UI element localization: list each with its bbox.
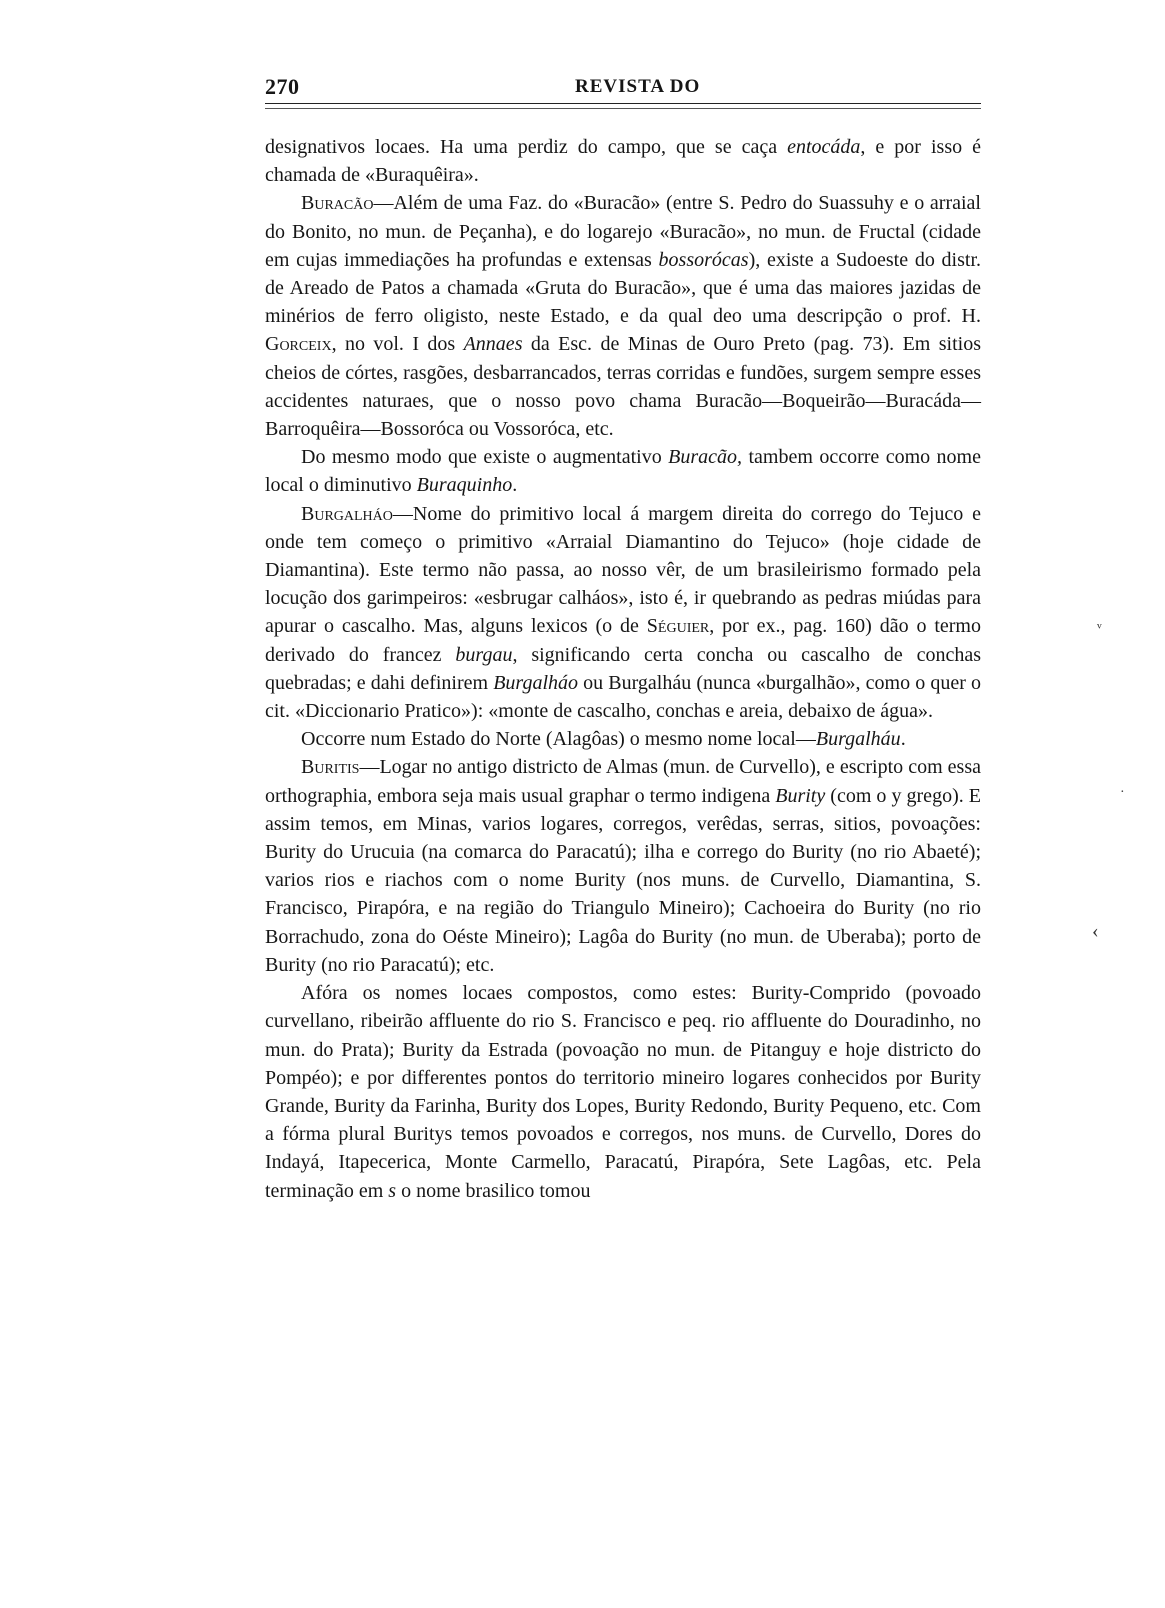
italic-term: burgau: [455, 643, 513, 666]
margin-speck: ᵛ: [1097, 620, 1102, 637]
text-run: —Logar no antigo districto de Almas (mun. de Curvello), e escripto com essa orthographia, embora seja mais usual graphar o termo indigena: [265, 756, 981, 807]
italic-term: Annaes: [463, 333, 523, 356]
italic-term: Buraquinho: [416, 474, 513, 497]
text-run: ou Burgalháu (nunca «burgalhão», como o quer o cit. «Diccionario Pratico»): «monte de cascalho, conchas e areia, debaixo de água».: [265, 671, 981, 723]
page-header: [265, 74, 979, 102]
italic-term: Burgalháu: [815, 728, 901, 751]
paragraph: [265, 725, 981, 753]
text-run: , por ex., pag. 160) dão o termo derivado do francez: [265, 615, 981, 666]
text-run: —Além de uma Faz. do «Buracão» (entre S. Pedro do Suassuhy e o arraial do Bonito, no mun. de Peçanha), e do logarejo «Buracão», no mun. de Fructal (cidade em cujas immediações ha profundas e extensas: [265, 192, 981, 271]
text-run: da Esc. de Minas de Ouro Preto (pag. 73). Em sitios cheios de córtes, rasgões, desbarrancados, terras corridas e fundões, surgem sempre esses accidentes naturaes, que o nosso povo chama Buracão—Boqueirão—Buracáda—Barroquêira—Bossoróca ou Vossoróca, etc.: [265, 333, 981, 441]
small-caps-term: Buritis: [301, 756, 360, 779]
paragraph: [265, 979, 981, 1205]
paragraph-burgalhao: [265, 500, 981, 726]
text-run: , no vol. I dos: [331, 333, 464, 356]
small-caps-term: Burgalháo: [301, 502, 393, 525]
italic-term: Burity: [775, 784, 826, 807]
small-caps-term: Buracão: [301, 192, 374, 215]
text-run: Occorre num Estado do Norte (Alagôas) o mesmo nome local—: [301, 728, 816, 751]
paragraph: [265, 443, 981, 499]
text-run: , significando certa concha ou cascalho de conchas quebradas; e dahi definirem: [265, 643, 981, 694]
small-caps-term: Séguier: [646, 615, 710, 638]
text-run: ), existe a Sudoeste do distr. de Areado de Patos a chamada «Gruta do Buracão», que é uma das maiores jazidas de minérios de ferro oligisto, neste Estado, e da qual deo uma descripção o prof. H.: [265, 248, 981, 328]
page-number: 270: [265, 74, 300, 99]
italic-term: bossorócas: [658, 248, 749, 271]
text-run: designativos locaes. Ha uma perdiz do campo, que se caça: [265, 136, 788, 158]
small-caps-term: Gorceix: [265, 333, 332, 356]
text-run: —Nome do primitivo local á margem direita do corrego do Tejuco e onde tem começo o primitivo «Arraial Diamantino do Tejuco» (hoje cidade de Diamantina). Este termo não passa, ao nosso vêr, de um brasileirismo formado pela locução dos garimpeiros: «esbrugar calháos», isto é, ir quebrando as pedras miúdas para apurar o cascalho. Mas, alguns lexicos (o de: [265, 502, 981, 638]
italic-term: entocáda: [787, 136, 861, 158]
header-rule: [265, 103, 981, 109]
text-run: , e por isso é chamada de «Buraquêira».: [265, 136, 981, 187]
running-title: REVISTA DO: [575, 76, 701, 97]
paragraph-buritis: [265, 753, 981, 979]
paragraph-buracao: [265, 189, 981, 443]
paragraph: [265, 133, 981, 189]
text-run: Afóra os nomes locaes compostos, como estes: Burity-Comprido (povoado curvellano, ribeirão affluente do rio S. Francisco e peq. rio affluente do Douradinho, no mun. do Prata); Burity da Estrada (povoação no mun. de Pitanguy e hoje districto do Pompéo); e por differentes pontos do territorio mineiro logares conhecidos por Burity Grande, Burity da Farinha, Burity dos Lopes, Burity Redondo, Burity Pequeno, etc. Com a fórma plural Buritys temos povoados e corregos, nos muns. de Curvello, Dores do Indayá, Itapecerica, Monte Carmello, Paracatú, Pirapóra, Sete Lagôas, etc. Pela terminação em: [265, 982, 981, 1202]
text-run: (com o y grego). E assim temos, em Minas, varios logares, corregos, verêdas, serras, sitios, povoações: Burity do Urucuia (na comarca do Paracatú); ilha e corrego do Burity (no rio Abaeté); varios rios e riachos com o nome Burity (nos muns. de Curvello, Diamantina, S. Francisco, Pirapóra, e na região do Triangulo Mineiro); Cachoeira do Burity (no rio Borrachudo, zona do Oéste Mineiro); Lagôa do Burity (no mun. de Uberaba); porto de Burity (no rio Paracatú); etc.: [265, 784, 981, 976]
text-run: o nome brasilico tomou: [396, 1179, 591, 1202]
text-run: .: [512, 474, 518, 497]
italic-term: Buracão,: [668, 446, 743, 469]
margin-speck: ‹: [1092, 920, 1099, 942]
margin-speck: ·: [1120, 785, 1125, 800]
text-run: tambem occorre como nome local o diminutivo: [265, 446, 981, 497]
italic-term: Burgalháo: [493, 671, 579, 694]
italic-term: s: [388, 1179, 397, 1202]
text-run: .: [900, 728, 906, 751]
body-text: [265, 133, 981, 1205]
text-run: Do mesmo modo que existe o augmentativo: [301, 446, 669, 469]
